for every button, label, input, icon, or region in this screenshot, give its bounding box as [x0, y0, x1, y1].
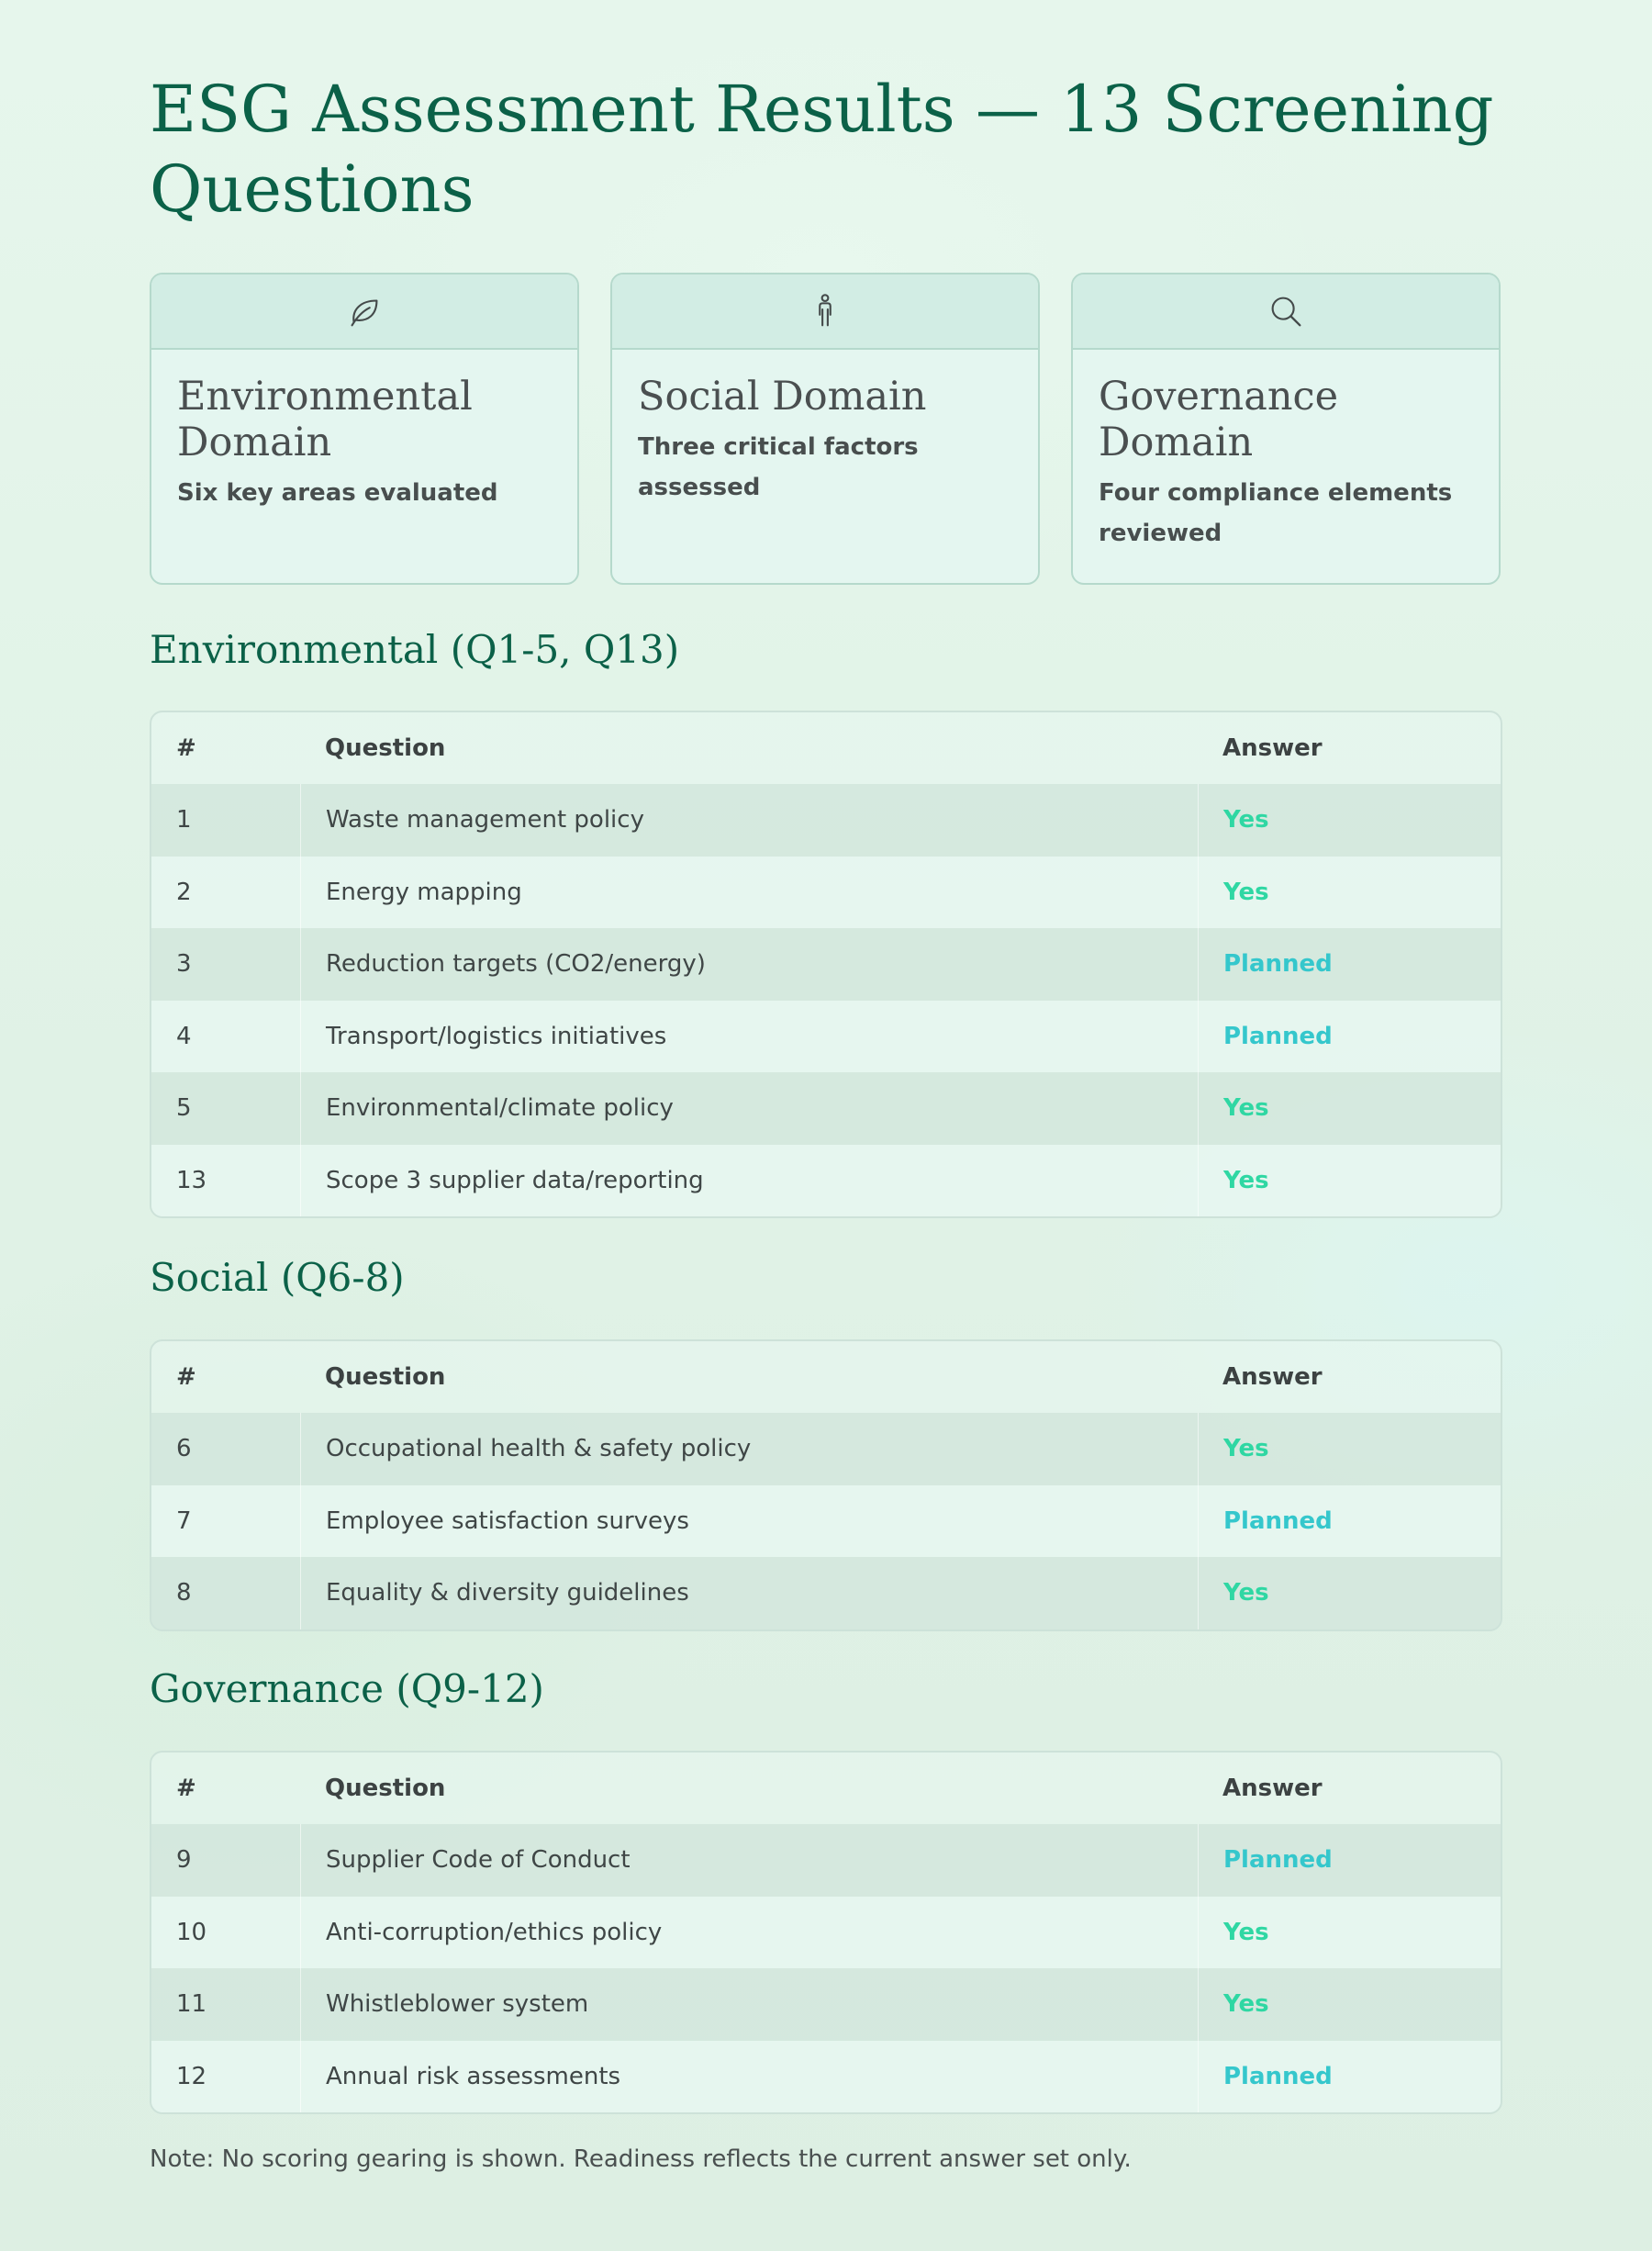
row-question: Annual risk assessments [300, 2041, 1198, 2113]
table-header-row [151, 712, 1501, 784]
row-question: Energy mapping [300, 857, 1198, 929]
section-heading-environmental: Environmental (Q1-5, Q13) [150, 627, 680, 672]
header-answer: Answer [1222, 734, 1323, 762]
card-governance [1071, 273, 1501, 585]
row-question: Waste management policy [300, 784, 1198, 857]
card-subtitle: Six key areas evaluated [177, 479, 498, 507]
card-header [151, 274, 577, 350]
section-heading-social: Social (Q6-8) [150, 1255, 405, 1300]
row-num: 5 [176, 1094, 192, 1123]
card-title: Social Domain [638, 374, 927, 420]
leaf-icon [343, 290, 385, 332]
row-num: 10 [176, 1918, 207, 1946]
row-num: 7 [176, 1506, 192, 1535]
table-row [151, 1001, 1501, 1073]
table-row [151, 1824, 1501, 1897]
table-row [151, 1072, 1501, 1145]
header-num: # [176, 1363, 196, 1391]
row-num: 2 [176, 878, 192, 906]
row-answer: Yes [1198, 1145, 1501, 1217]
row-num: 6 [176, 1435, 192, 1463]
row-question: Supplier Code of Conduct [300, 1824, 1198, 1897]
table-environmental [150, 711, 1502, 1218]
row-question: Environmental/climate policy [300, 1072, 1198, 1145]
table-header-row [151, 1341, 1501, 1413]
header-num: # [176, 1775, 196, 1802]
row-question: Equality & diversity guidelines [300, 1557, 1198, 1629]
row-answer: Yes [1198, 784, 1501, 857]
table-row [151, 857, 1501, 929]
card-social [610, 273, 1040, 585]
row-num: 11 [176, 1990, 207, 2019]
table-row [151, 1485, 1501, 1558]
row-answer: Yes [1198, 1968, 1501, 2041]
person-icon [804, 290, 846, 332]
card-subtitle: Three critical factors assessed [638, 433, 919, 501]
row-question: Employee satisfaction surveys [300, 1485, 1198, 1558]
card-header [612, 274, 1038, 350]
table-row [151, 928, 1501, 1001]
card-title: Governance Domain [1099, 374, 1339, 465]
header-answer: Answer [1222, 1363, 1323, 1391]
row-question: Transport/logistics initiatives [300, 1001, 1198, 1073]
row-answer: Planned [1198, 928, 1501, 1001]
table-social [150, 1339, 1502, 1631]
card-environmental [150, 273, 579, 585]
row-question: Scope 3 supplier data/reporting [300, 1145, 1198, 1217]
row-answer: Yes [1198, 1897, 1501, 1969]
table-row [151, 1968, 1501, 2041]
row-answer: Yes [1198, 1413, 1501, 1485]
row-question: Reduction targets (CO2/energy) [300, 928, 1198, 1001]
row-question: Occupational health & safety policy [300, 1413, 1198, 1485]
table-row [151, 1557, 1501, 1629]
page-title: ESG Assessment Results — 13 Screening Questions [150, 72, 1494, 227]
domain-cards [150, 273, 1502, 588]
card-subtitle: Four compliance elements reviewed [1099, 479, 1453, 547]
card-title: Environmental Domain [177, 374, 473, 465]
footnote: Note: No scoring gearing is shown. Readiness reflects the current answer set only. [150, 2145, 1132, 2173]
card-header [1073, 274, 1499, 350]
table-row [151, 1145, 1501, 1217]
table-row [151, 784, 1501, 857]
row-num: 8 [176, 1579, 192, 1607]
table-row [151, 1413, 1501, 1485]
section-heading-governance: Governance (Q9-12) [150, 1666, 544, 1711]
row-num: 13 [176, 1166, 207, 1194]
row-answer: Planned [1198, 1485, 1501, 1558]
table-row [151, 2041, 1501, 2113]
header-answer: Answer [1222, 1775, 1323, 1802]
table-row [151, 1897, 1501, 1969]
row-answer: Yes [1198, 1557, 1501, 1629]
row-answer: Planned [1198, 2041, 1501, 2113]
search-icon [1265, 290, 1307, 332]
table-header-row [151, 1753, 1501, 1824]
row-num: 1 [176, 806, 192, 834]
row-num: 12 [176, 2062, 207, 2090]
header-num: # [176, 734, 196, 762]
row-question: Whistleblower system [300, 1968, 1198, 2041]
header-question: Question [325, 734, 446, 762]
row-num: 9 [176, 1846, 192, 1875]
row-num: 3 [176, 950, 192, 979]
row-answer: Planned [1198, 1824, 1501, 1897]
header-question: Question [325, 1775, 446, 1802]
row-answer: Planned [1198, 1001, 1501, 1073]
header-question: Question [325, 1363, 446, 1391]
table-governance [150, 1751, 1502, 2114]
row-answer: Yes [1198, 857, 1501, 929]
row-question: Anti-corruption/ethics policy [300, 1897, 1198, 1969]
row-num: 4 [176, 1022, 192, 1050]
row-answer: Yes [1198, 1072, 1501, 1145]
